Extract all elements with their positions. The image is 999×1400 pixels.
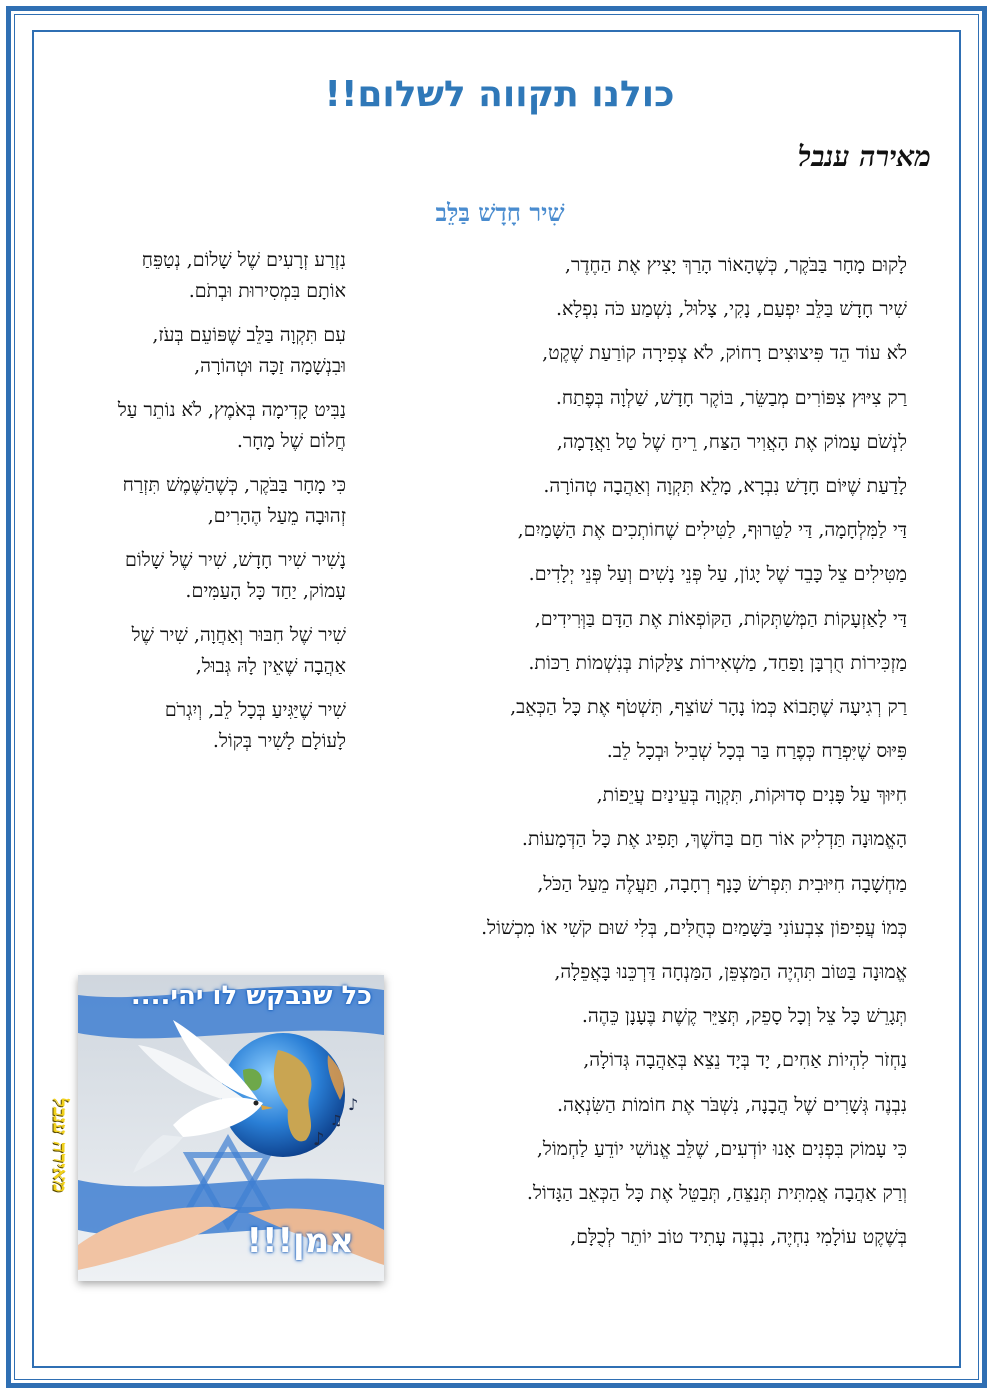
poem-line: לִנְשֹׁם עָמוֹק אֶת הָאֲוִיר הַצַּח, רֵיחַ שֶׁל טַל וַאֲדָמָה, [556, 430, 907, 453]
svg-text:♪: ♪ [348, 1095, 359, 1114]
author-name: מאירה ענבל [797, 140, 931, 173]
poem-line: רַק רְגִיעָה שֶׁתָּבוֹא כְּמוֹ נָהָר שׁוֹצֵף, תִּשְׁטֹף אֶת כָּל הַכְּאֵב, [510, 695, 907, 718]
poem-line: נַחְזֹר לִהְיוֹת אַחִים, יָד בְּיָד נֵצֵא בְּאַהֲבָה גְּדוֹלָה, [583, 1049, 907, 1072]
side-poem [116, 245, 346, 770]
side-stanza: נָשִׁיר שִׁיר חָדָשׁ, שִׁיר שֶׁל שָׁלוֹם עָמוֹק, יַחַד כָּל הָעַמִּים. [125, 549, 346, 602]
peace-illustration [78, 975, 384, 1281]
artist-signature [40, 1070, 80, 1220]
main-poem [347, 243, 907, 1259]
poem-line: לֹא עוֹד הֵד פִּיצוּצִים רָחוֹק, לֹא צְפִירָה קוֹרַעַת שֶׁקֶט, [542, 342, 907, 365]
side-stanza: נַבִּיט קָדִימָה בְּאֹמֶץ, לֹא נוֹתֵר עַל חֲלוֹם שֶׁל מָחָר. [117, 399, 346, 452]
side-stanza: נִזְרַע זְרָעִים שֶׁל שָׁלוֹם, נְטַפֵּחַ אוֹתָם בִּמְסִירוּת וּבְתֹם. [141, 249, 346, 302]
svg-text:♪: ♪ [313, 1129, 325, 1150]
side-stanza: כִּי מָחָר בַּבֹּקֶר, כְּשֶׁהַשֶּׁמֶשׁ תִּזְרַח זְהוּבָה מֵעַל הֶהָרִים, [122, 474, 346, 527]
side-stanza: שִׁיר שֶׁל חִבּוּר וְאַחֲוָה, שִׁיר שֶׁל אַהֲבָה שֶׁאֵין לָהּ גְּבוּל, [131, 624, 346, 677]
poem-line: מַחְשָׁבָה חִיּוּבִית תִּפְרֹשׂ כָּנָף רְחָבָה, תַּעֲלֶה מֵעַל הַכֹּל, [537, 872, 907, 895]
image-caption-bottom: אמן!!! [246, 1221, 354, 1261]
poem-line: דַּי לָאַזְעָקוֹת הַמְּשַׁתְּקוֹת, הַקּוֹפְאוֹת אֶת הַדָּם בַּוְּרִידִים, [534, 607, 907, 630]
page-title: כולנו תקווה לשלום!! [324, 74, 675, 115]
poem-line: פִּיּוּס שֶׁיִּפְרַח כְּפֶרַח בַּר בְּכָל שְׁבִיל וּבְכָל לֵב. [606, 740, 907, 763]
image-caption-top: כל שנבקש לו יהי.... [130, 981, 372, 1011]
poem-line: הָאֱמוּנָה תַּדְלִיק אוֹר חַם בַּחֹשֶׁךְ, תָּפִיג אֶת כָּל הַדְּמָעוֹת. [521, 828, 907, 851]
poem-line: מַטִּילִים צֵל כָּבֵד שֶׁל יָגוֹן, עַל פְּנֵי נָשִׁים וְעַל פְּנֵי יְלָדִים. [528, 563, 907, 586]
poem-line: וְרַק אַהֲבָה אֲמִתִּית תְּנַצֵּחַ, תְּבַטֵּל אֶת כָּל הַכְּאֵב הַגָּדוֹל. [526, 1181, 907, 1204]
side-stanza: עִם תִּקְוָה בַּלֵּב שֶׁפּוֹעֵם בְּעֹז, וּבִנְשָׁמָה זַכָּה וּטְהוֹרָה, [152, 324, 346, 377]
poem-line: נִבְנֶה גְּשָׁרִים שֶׁל הֲבָנָה, נִשְׁבֹּר אֶת חוֹמוֹת הַשִּׂנְאָה. [556, 1093, 907, 1116]
poem-line: תְּגָרֵשׁ כָּל צֵל וְכָל סָפֵק, תְּצַיֵּר קֶשֶׁת בֶּעָנָן כֵּהֶה. [581, 1005, 907, 1028]
poem-line: בְּשֶׁקֶט עוֹלָמִי נִחְיֶה, נִבְנֶה עָתִיד טוֹב יוֹתֵר לְכֻלָּם, [570, 1226, 907, 1249]
poem-line: דַּי לַמִּלְחָמָה, דַּי לַטֵּרוּף, לַטִּילִים שֶׁחוֹתְכִים אֶת הַשָּׁמַיִם, [517, 519, 907, 542]
poem-line: רַק צִיּוּץ צִפּוֹרִים מְבַשֵּׂר, בּוֹקֶר חָדָשׁ, שַׁלְוָה בְּפֶתַח. [555, 386, 907, 409]
poem-line: כְּמוֹ עֲפִיפוֹן צִבְעוֹנִי בַּשָּׁמַיִם כְּחֻלִּים, בְּלִי שׁוּם קֹשִׁי אוֹ מִכְשׁוֹל. [481, 916, 907, 939]
poem-line: לָקוּם מָחָר בַּבֹּקֶר, כְּשֶׁהָאוֹר הָרַךְ יָצִיץ אֶת הַחֶדֶר, [564, 254, 907, 276]
side-stanza: שִׁיר שֶׁיַּגִּיעַ בְּכָל לֵב, וְיִגְרֹם לָעוֹלָם לָשִׁיר בְּקוֹל. [164, 699, 346, 752]
poem-line: לָדַעַת שֶׁיּוֹם חָדָשׁ נִבְרָא, מָלֵא תִּקְוָה וְאַהֲבָה טְהוֹרָה. [543, 474, 907, 497]
poem-subtitle: שִׁיר חָדָשׁ בַּלֵּב [435, 198, 565, 227]
signature-text: מאירה ענבל [48, 1097, 73, 1193]
poem-line: כִּי עָמוֹק בִּפְנִים אָנוּ יוֹדְעִים, שֶׁלֵּב אֱנוֹשִׁי יוֹדֵעַ לַחְמוֹל, [536, 1137, 907, 1160]
poem-line: אֱמוּנָה בַּטּוֹב תִּהְיֶה הַמַּצְפֵּן, הַמַּנְחָה דַּרְכֵּנוּ בָּאֲפֵלָה, [554, 961, 907, 983]
poem-line: חִיּוּךְ עַל פָּנִים סְדוּקוֹת, תִּקְוָה בְּעֵינַיִם עֲיֵפוֹת, [596, 784, 907, 807]
svg-text:♫: ♫ [330, 1113, 343, 1129]
poem-line: שִׁיר חָדָשׁ בַּלֵּב יִפְעַם, נָקִי, צָלוּל, נִשְׁמַע כֹּה נִפְלָא. [555, 298, 907, 321]
poem-line: מַזְכִּירוֹת חֻרְבָּן וָפַחַד, מַשְׁאִירוֹת צַלָּקוֹת בְּנִשְׁמוֹת רַכּוֹת. [528, 651, 907, 674]
